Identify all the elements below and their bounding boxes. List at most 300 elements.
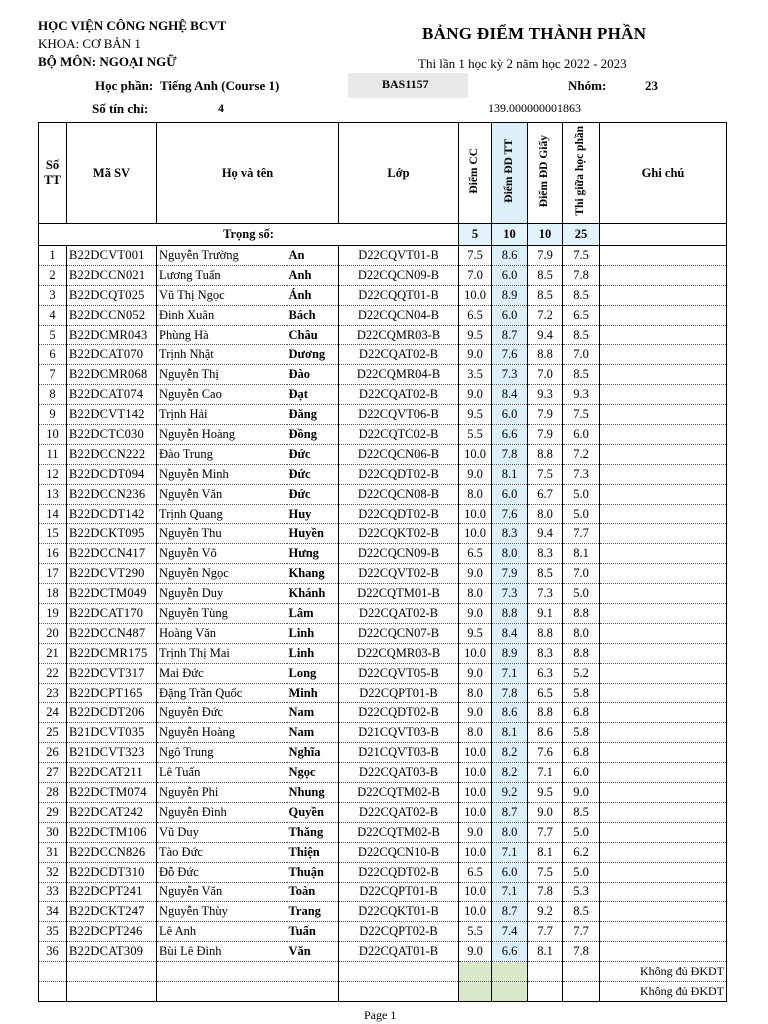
row-score-ed-giay: 7.5 [528, 862, 563, 882]
row-note [600, 305, 727, 325]
row-score-ed-giay: 9.2 [528, 902, 563, 922]
row-score-cc: 7.0 [459, 265, 492, 285]
row-score-ed-giay: 7.0 [528, 365, 563, 385]
credits-label: Số tín chỉ: [92, 101, 149, 116]
table-row [39, 405, 727, 425]
row-score-cc: 10.0 [459, 802, 492, 822]
row-given-name: Dương [287, 345, 339, 365]
row-score-cc: 3.5 [459, 365, 492, 385]
row-score-midterm: 8.1 [563, 544, 600, 564]
row-class: D22CQTM02-B [339, 822, 459, 842]
row-stt: 3 [39, 285, 67, 305]
row-score-cc: 10.0 [459, 643, 492, 663]
row-stt: 1 [39, 246, 67, 266]
row-score-ed-giay: 7.8 [528, 882, 563, 902]
document-subtitle: Thi lần 1 học kỳ 2 năm học 2022 - 2023 [418, 56, 627, 71]
empty-score-cc [459, 962, 492, 982]
row-score-cc: 10.0 [459, 285, 492, 305]
table-row [39, 783, 727, 803]
row-note [600, 842, 727, 862]
row-score-ed-giay: 6.5 [528, 683, 563, 703]
weight-midterm: 25 [563, 224, 600, 246]
row-score-ed-giay: 6.3 [528, 663, 563, 683]
row-family-name: Mai Đức [157, 663, 287, 683]
table-row [39, 922, 727, 942]
row-note [600, 723, 727, 743]
header-ed-giay: Điểm ĐD Giấy [528, 123, 563, 224]
row-score-midterm: 9.3 [563, 385, 600, 405]
row-class: D21CQVT03-B [339, 723, 459, 743]
row-class: D22CQCN09-B [339, 544, 459, 564]
row-given-name: Văn [287, 942, 339, 962]
row-student-id: B22DCVT001 [67, 246, 157, 266]
row-family-name: Nguyễn Đức [157, 703, 287, 723]
row-stt: 16 [39, 544, 67, 564]
row-score-ed-tt: 8.0 [492, 544, 528, 564]
row-stt: 18 [39, 584, 67, 604]
row-score-midterm: 8.8 [563, 604, 600, 624]
row-score-ed-tt: 7.3 [492, 584, 528, 604]
row-class: D21CQVT03-B [339, 743, 459, 763]
row-given-name: Anh [287, 265, 339, 285]
row-score-ed-tt: 8.9 [492, 285, 528, 305]
row-score-ed-giay: 7.3 [528, 584, 563, 604]
row-score-ed-tt: 7.8 [492, 444, 528, 464]
row-class: D22CQCN07-B [339, 623, 459, 643]
row-score-ed-tt: 7.3 [492, 365, 528, 385]
table-row [39, 882, 727, 902]
row-given-name: An [287, 246, 339, 266]
row-score-ed-tt: 8.0 [492, 822, 528, 842]
row-given-name: Nhung [287, 783, 339, 803]
row-family-name: Vũ Thị Ngọc [157, 285, 287, 305]
row-family-name: Hoàng Văn [157, 623, 287, 643]
row-score-cc: 5.5 [459, 922, 492, 942]
row-student-id: B22DCTM074 [67, 783, 157, 803]
row-score-cc: 6.5 [459, 544, 492, 564]
row-score-ed-tt: 8.2 [492, 763, 528, 783]
row-score-cc: 9.0 [459, 385, 492, 405]
row-stt: 30 [39, 822, 67, 842]
row-family-name: Bùi Lê Đình [157, 942, 287, 962]
row-student-id: B22DCAT242 [67, 802, 157, 822]
row-score-ed-giay: 7.7 [528, 822, 563, 842]
row-score-midterm: 8.5 [563, 365, 600, 385]
row-score-ed-tt: 8.8 [492, 604, 528, 624]
row-stt: 20 [39, 623, 67, 643]
header-note: Ghi chú [600, 123, 727, 224]
course-name: Tiếng Anh (Course 1) [160, 78, 280, 93]
row-score-ed-tt: 8.1 [492, 464, 528, 484]
table-row [39, 842, 727, 862]
row-stt: 34 [39, 902, 67, 922]
table-row [39, 305, 727, 325]
row-note [600, 504, 727, 524]
row-student-id: B22DCKT095 [67, 524, 157, 544]
row-score-ed-giay: 7.5 [528, 464, 563, 484]
weight-ed-tt: 10 [492, 224, 528, 246]
row-student-id: B22DCTM106 [67, 822, 157, 842]
row-family-name: Trịnh Hải [157, 405, 287, 425]
table-row [39, 862, 727, 882]
row-class: D22CQDT02-B [339, 464, 459, 484]
row-score-midterm: 5.0 [563, 822, 600, 842]
table-row [39, 524, 727, 544]
table-row [39, 544, 727, 564]
row-class: D22CQMR04-B [339, 365, 459, 385]
row-note [600, 285, 727, 305]
row-student-id: B22DCDT094 [67, 464, 157, 484]
row-family-name: Đỗ Đức [157, 862, 287, 882]
empty-stt [39, 981, 67, 1001]
row-stt: 2 [39, 265, 67, 285]
row-score-midterm: 5.0 [563, 584, 600, 604]
row-given-name: Lâm [287, 604, 339, 624]
weights-label: Trọng số: [39, 224, 459, 246]
row-given-name: Toàn [287, 882, 339, 902]
row-stt: 12 [39, 464, 67, 484]
row-score-ed-tt: 6.0 [492, 265, 528, 285]
table-row [39, 683, 727, 703]
row-note [600, 902, 727, 922]
row-given-name: Khánh [287, 584, 339, 604]
row-note [600, 862, 727, 882]
table-row [39, 703, 727, 723]
table-row [39, 743, 727, 763]
row-score-ed-giay: 9.0 [528, 802, 563, 822]
empty-given-name [287, 962, 339, 982]
row-score-cc: 7.5 [459, 246, 492, 266]
row-class: D22CQVT01-B [339, 246, 459, 266]
note-text: Không đủ ĐKDT [600, 962, 727, 982]
department-name: BỘ MÔN: NGOẠI NGỮ [38, 54, 177, 69]
row-score-ed-tt: 8.3 [492, 524, 528, 544]
row-score-midterm: 7.7 [563, 524, 600, 544]
row-student-id: B22DCMR043 [67, 325, 157, 345]
row-note [600, 325, 727, 345]
row-student-id: B22DCCN826 [67, 842, 157, 862]
table-row [39, 484, 727, 504]
row-score-ed-tt: 8.6 [492, 246, 528, 266]
table-row [39, 663, 727, 683]
table-row [39, 822, 727, 842]
row-class: D22CQAT02-B [339, 604, 459, 624]
row-given-name: Nam [287, 723, 339, 743]
row-family-name: Nguyễn Văn [157, 882, 287, 902]
row-student-id: B22DCPT165 [67, 683, 157, 703]
row-student-id: B22DCVT317 [67, 663, 157, 683]
row-given-name: Quyền [287, 802, 339, 822]
row-score-cc: 8.0 [459, 683, 492, 703]
row-given-name: Đức [287, 444, 339, 464]
row-score-ed-tt: 8.6 [492, 703, 528, 723]
row-stt: 35 [39, 922, 67, 942]
row-score-cc: 5.5 [459, 425, 492, 445]
row-score-ed-tt: 8.9 [492, 643, 528, 663]
table-row [39, 604, 727, 624]
row-note [600, 464, 727, 484]
row-note [600, 405, 727, 425]
row-given-name: Đức [287, 484, 339, 504]
row-student-id: B22DCCN222 [67, 444, 157, 464]
row-score-midterm: 7.8 [563, 942, 600, 962]
row-given-name: Thuận [287, 862, 339, 882]
row-score-ed-giay: 8.8 [528, 345, 563, 365]
row-class: D22CQMR03-B [339, 325, 459, 345]
row-family-name: Trịnh Thị Mai [157, 643, 287, 663]
row-given-name: Bách [287, 305, 339, 325]
extra-number: 139.000000001863 [488, 101, 581, 115]
page-number: Page 1 [364, 1008, 397, 1022]
row-family-name: Nguyễn Duy [157, 584, 287, 604]
row-student-id: B22DCDT310 [67, 862, 157, 882]
row-score-ed-giay: 7.9 [528, 246, 563, 266]
group-value: 23 [645, 78, 658, 93]
row-score-midterm: 6.0 [563, 763, 600, 783]
row-note [600, 783, 727, 803]
row-family-name: Nguyễn Phi [157, 783, 287, 803]
table-row [39, 345, 727, 365]
table-header-row [39, 123, 727, 224]
row-student-id: B22DCPT241 [67, 882, 157, 902]
row-score-midterm: 8.0 [563, 623, 600, 643]
row-score-midterm: 6.0 [563, 425, 600, 445]
row-family-name: Nguyễn Thu [157, 524, 287, 544]
row-score-cc: 9.0 [459, 663, 492, 683]
row-note [600, 524, 727, 544]
row-class: D22CQCN04-B [339, 305, 459, 325]
row-stt: 32 [39, 862, 67, 882]
row-stt: 23 [39, 683, 67, 703]
row-family-name: Ngô Trung [157, 743, 287, 763]
row-score-ed-giay: 7.1 [528, 763, 563, 783]
row-class: D22CQPT02-B [339, 922, 459, 942]
row-note [600, 703, 727, 723]
row-family-name: Lê Tuấn [157, 763, 287, 783]
row-given-name: Thăng [287, 822, 339, 842]
row-family-name: Tào Đức [157, 842, 287, 862]
table-row [39, 942, 727, 962]
row-family-name: Trịnh Nhật [157, 345, 287, 365]
row-family-name: Nguyễn Minh [157, 464, 287, 484]
row-score-cc: 9.5 [459, 405, 492, 425]
row-class: D22CQVT06-B [339, 405, 459, 425]
empty-class [339, 981, 459, 1001]
header-midterm: Thi giữa học phần [563, 123, 600, 224]
row-score-ed-tt: 7.9 [492, 564, 528, 584]
row-given-name: Minh [287, 683, 339, 703]
row-family-name: Lương Tuấn [157, 265, 287, 285]
row-family-name: Nguyễn Cao [157, 385, 287, 405]
row-score-ed-tt: 6.0 [492, 305, 528, 325]
row-student-id: B22DCMR068 [67, 365, 157, 385]
row-score-ed-tt: 8.7 [492, 802, 528, 822]
empty-score-midterm [563, 981, 600, 1001]
row-given-name: Nam [287, 703, 339, 723]
course-label: Học phần: [95, 78, 154, 93]
row-score-midterm: 8.5 [563, 802, 600, 822]
header-class: Lớp [339, 123, 459, 224]
table-row [39, 464, 727, 484]
row-score-midterm: 7.0 [563, 345, 600, 365]
row-given-name: Ngọc [287, 763, 339, 783]
weights-row [39, 224, 727, 246]
row-student-id: B22DCDT142 [67, 504, 157, 524]
row-family-name: Nguyễn Võ [157, 544, 287, 564]
row-score-ed-giay: 8.8 [528, 623, 563, 643]
note-text: Không đủ ĐKDT [600, 981, 727, 1001]
table-row [39, 325, 727, 345]
row-score-cc: 6.5 [459, 305, 492, 325]
row-student-id: B22DCMR175 [67, 643, 157, 663]
row-class: D22CQTC02-B [339, 425, 459, 445]
table-note-row [39, 981, 727, 1001]
row-score-ed-tt: 7.1 [492, 663, 528, 683]
row-family-name: Nguyễn Văn [157, 484, 287, 504]
row-score-ed-tt: 7.1 [492, 842, 528, 862]
row-family-name: Nguyễn Hoàng [157, 425, 287, 445]
row-stt: 28 [39, 783, 67, 803]
header-ed-tt: Điểm ĐD TT [492, 123, 528, 224]
row-class: D22CQPT01-B [339, 683, 459, 703]
row-family-name: Phùng Hà [157, 325, 287, 345]
row-given-name: Long [287, 663, 339, 683]
row-score-ed-tt: 6.0 [492, 484, 528, 504]
row-class: D22CQCN09-B [339, 265, 459, 285]
row-note [600, 802, 727, 822]
row-stt: 14 [39, 504, 67, 524]
row-class: D22CQQT01-B [339, 285, 459, 305]
header-stt: Số TT [39, 123, 67, 224]
row-student-id: B22DCVT290 [67, 564, 157, 584]
row-score-ed-giay: 7.6 [528, 743, 563, 763]
row-score-ed-giay: 7.9 [528, 425, 563, 445]
table-row [39, 584, 727, 604]
row-score-ed-giay: 6.7 [528, 484, 563, 504]
row-score-midterm: 8.8 [563, 643, 600, 663]
row-stt: 9 [39, 405, 67, 425]
row-score-ed-giay: 8.6 [528, 723, 563, 743]
row-family-name: Trịnh Quang [157, 504, 287, 524]
row-score-ed-tt: 7.1 [492, 882, 528, 902]
row-given-name: Nghĩa [287, 743, 339, 763]
table-row [39, 265, 727, 285]
row-note [600, 564, 727, 584]
table-row [39, 623, 727, 643]
row-student-id: B22DCAT074 [67, 385, 157, 405]
row-family-name: Đào Trung [157, 444, 287, 464]
row-score-ed-tt: 8.7 [492, 902, 528, 922]
row-student-id: B22DCDT206 [67, 703, 157, 723]
row-score-ed-giay: 8.5 [528, 285, 563, 305]
row-family-name: Nguyễn Hoàng [157, 723, 287, 743]
row-given-name: Tuấn [287, 922, 339, 942]
row-score-midterm: 7.7 [563, 922, 600, 942]
row-score-cc: 10.0 [459, 444, 492, 464]
row-score-midterm: 8.5 [563, 325, 600, 345]
row-given-name: Châu [287, 325, 339, 345]
row-score-ed-giay: 8.8 [528, 703, 563, 723]
row-class: D22CQCN08-B [339, 484, 459, 504]
row-score-ed-giay: 7.9 [528, 405, 563, 425]
empty-score-cc [459, 981, 492, 1001]
row-student-id: B22DCTC030 [67, 425, 157, 445]
row-family-name: Nguyễn Thùy [157, 902, 287, 922]
row-student-id: B22DCKT247 [67, 902, 157, 922]
row-given-name: Đồng [287, 425, 339, 445]
row-score-cc: 10.0 [459, 882, 492, 902]
row-note [600, 365, 727, 385]
row-given-name: Linh [287, 623, 339, 643]
row-score-ed-tt: 7.6 [492, 345, 528, 365]
row-note [600, 623, 727, 643]
row-score-ed-giay: 7.2 [528, 305, 563, 325]
row-note [600, 544, 727, 564]
row-score-cc: 10.0 [459, 763, 492, 783]
row-note [600, 604, 727, 624]
empty-stt [39, 962, 67, 982]
row-given-name: Huy [287, 504, 339, 524]
row-score-cc: 9.0 [459, 942, 492, 962]
faculty-name: KHOA: CƠ BẢN 1 [38, 36, 141, 51]
row-student-id: B21DCVT323 [67, 743, 157, 763]
row-family-name: Nguyễn Trường [157, 246, 287, 266]
row-score-midterm: 7.2 [563, 444, 600, 464]
row-stt: 31 [39, 842, 67, 862]
row-note [600, 942, 727, 962]
row-score-cc: 9.0 [459, 345, 492, 365]
row-class: D22CQAT02-B [339, 345, 459, 365]
row-family-name: Nguyễn Ngọc [157, 564, 287, 584]
row-score-ed-tt: 6.0 [492, 405, 528, 425]
row-score-cc: 8.0 [459, 484, 492, 504]
empty-score-ed-giay [528, 981, 563, 1001]
row-class: D22CQKT01-B [339, 902, 459, 922]
row-family-name: Đinh Xuân [157, 305, 287, 325]
table-row [39, 564, 727, 584]
row-stt: 19 [39, 604, 67, 624]
row-score-ed-tt: 6.6 [492, 942, 528, 962]
row-class: D22CQTM02-B [339, 783, 459, 803]
document-title: BẢNG ĐIỂM THÀNH PHẦN [422, 24, 647, 43]
row-student-id: B22DCAT170 [67, 604, 157, 624]
row-stt: 6 [39, 345, 67, 365]
row-student-id: B22DCCN487 [67, 623, 157, 643]
table-row [39, 723, 727, 743]
row-class: D22CQAT02-B [339, 802, 459, 822]
row-stt: 4 [39, 305, 67, 325]
row-student-id: B22DCVT142 [67, 405, 157, 425]
row-class: D22CQVT02-B [339, 564, 459, 584]
row-score-midterm: 7.5 [563, 405, 600, 425]
row-class: D22CQAT02-B [339, 385, 459, 405]
empty-student-id [67, 962, 157, 982]
row-score-ed-tt: 6.0 [492, 862, 528, 882]
table-row [39, 425, 727, 445]
row-stt: 22 [39, 663, 67, 683]
row-score-cc: 9.5 [459, 623, 492, 643]
row-score-midterm: 5.8 [563, 723, 600, 743]
table-row [39, 504, 727, 524]
row-given-name: Huyền [287, 524, 339, 544]
row-student-id: B22DCQT025 [67, 285, 157, 305]
header-name: Họ và tên [157, 123, 339, 224]
row-score-ed-tt: 7.4 [492, 922, 528, 942]
row-note [600, 584, 727, 604]
empty-family-name [157, 962, 287, 982]
empty-score-midterm [563, 962, 600, 982]
table-row [39, 285, 727, 305]
